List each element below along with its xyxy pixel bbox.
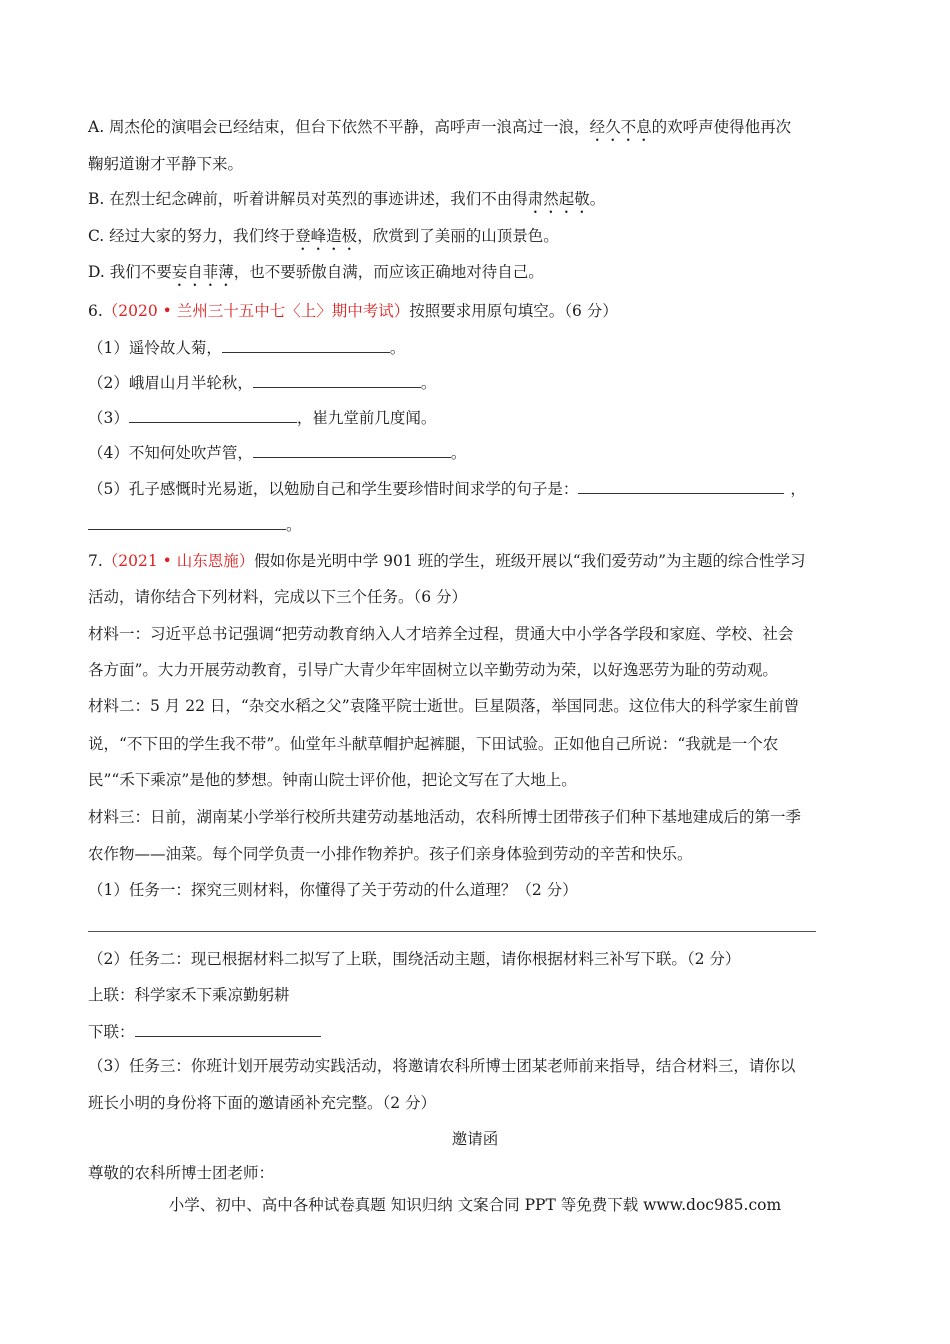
answer-blank[interactable]: [129, 406, 297, 423]
option-d: D. 我们不要妄自菲薄，也不要骄傲自满，而应该正确地对待自己。: [88, 263, 544, 281]
answer-blank[interactable]: [253, 441, 451, 458]
material-2-line2: 说，“不下田的学生我不带”。仙堂年斗献草帽护起裤腿，下田试验。正如他自己所说：“我就是一个农: [88, 735, 779, 753]
task-1-answer-line[interactable]: [88, 931, 816, 932]
answer-blank[interactable]: [88, 513, 286, 530]
lower-couplet: 下联：: [88, 1020, 321, 1043]
option-d-term: 妄自菲薄: [171, 263, 234, 281]
question-6-header: 6.（2020 • 兰州三十五中七〈上〉期中考试）按照要求用原句填空。（6 分）: [88, 302, 618, 320]
question-6-item-2: （2）峨眉山月半轮秋， 。: [88, 371, 436, 394]
task-3-line2: 班长小明的身份将下面的邀请函补充完整。（2 分）: [88, 1094, 437, 1112]
option-b: B. 在烈士纪念碑前，听着讲解员对英烈的事迹讲述，我们不由得肃然起敬。: [88, 190, 606, 208]
task-1: （1）任务一：探究三则材料，你懂得了关于劳动的什么道理？（2 分）: [88, 881, 578, 899]
option-a-line1: A. 周杰伦的演唱会已经结束，但台下依然不平静，高呼声一浪高过一浪，经久不息的欢呼声使得他再次: [88, 118, 792, 136]
material-3-line1: 材料三：日前，湖南某小学举行校所共建劳动基地活动，农科所博士团带孩子们种下基地建成后的第一季: [88, 808, 802, 826]
task-2: （2）任务二：现已根据材料二拟写了上联，围绕活动主题，请你根据材料三补写下联。（2 分）: [88, 950, 741, 968]
material-1-line2: 各方面”。大力开展劳动教育，引导广大青少年牢固树立以辛勤劳动为荣，以好逸恶劳为耻的劳动观。: [88, 661, 778, 679]
question-6-source: （2020 • 兰州三十五中七〈上〉期中考试）: [102, 302, 410, 320]
material-3-line2: 农作物——油菜。每个同学负责一小排作物养护。孩子们亲身体验到劳动的辛苦和快乐。: [88, 845, 693, 863]
material-2-line3: 民”“禾下乘凉”是他的梦想。钟南山院士评价他，把论文写在了大地上。: [88, 771, 577, 789]
upper-couplet: 上联：科学家禾下乘凉勤躬耕: [88, 986, 290, 1004]
page-footer: 小学、初中、高中各种试卷真题 知识归纳 文案合同 PPT 等免费下载 www.doc985.com: [168, 1196, 782, 1214]
answer-blank[interactable]: [222, 336, 390, 353]
option-a-term: 经久不息: [589, 118, 652, 136]
question-7-source: （2021 • 山东恩施）: [102, 552, 255, 570]
material-2-line1: 材料二：5 月 22 日，“杂交水稻之父”袁隆平院士逝世。巨星陨落，举国同悲。这位伟大的科学家生前曾: [88, 697, 800, 715]
question-6-item-5: （5）孔子感慨时光易逝，以勉励自己和学生要珍惜时间求学的句子是： ，: [88, 477, 806, 500]
question-6-item-1: （1）遥怜故人菊， 。: [88, 336, 405, 359]
option-c-term: 登峰造极: [295, 227, 358, 245]
material-1-line1: 材料一：习近平总书记强调“把劳动教育纳入人才培养全过程，贯通大中小学各学段和家庭、学校、社会: [88, 625, 794, 643]
answer-blank[interactable]: [578, 477, 784, 494]
option-a-line2: 鞠躬道谢才平静下来。: [88, 155, 244, 173]
option-c: C. 经过大家的努力，我们终于登峰造极，欣赏到了美丽的山顶景色。: [88, 227, 559, 245]
invitation-title: 邀请函: [451, 1130, 499, 1148]
question-6-item-5-cont: 。: [88, 513, 302, 536]
answer-blank[interactable]: [135, 1020, 321, 1037]
option-b-term: 肃然起敬: [527, 190, 590, 208]
question-7-prompt-cont: 活动，请你结合下列材料，完成以下三个任务。（6 分）: [88, 588, 468, 606]
question-7-header: 7.（2021 • 山东恩施）假如你是光明中学 901 班的学生，班级开展以“我们爱劳动”为主题的综合性学习: [88, 552, 806, 570]
answer-blank[interactable]: [253, 371, 421, 388]
question-6-item-3: （3） ，崔九堂前几度闻。: [88, 406, 436, 429]
task-3-line1: （3）任务三：你班计划开展劳动实践活动，将邀请农科所博士团某老师前来指导，结合材料三，请你以: [88, 1057, 796, 1075]
invitation-salutation: 尊敬的农科所博士团老师：: [88, 1164, 275, 1182]
question-6-item-4: （4）不知何处吹芦管， 。: [88, 441, 466, 464]
